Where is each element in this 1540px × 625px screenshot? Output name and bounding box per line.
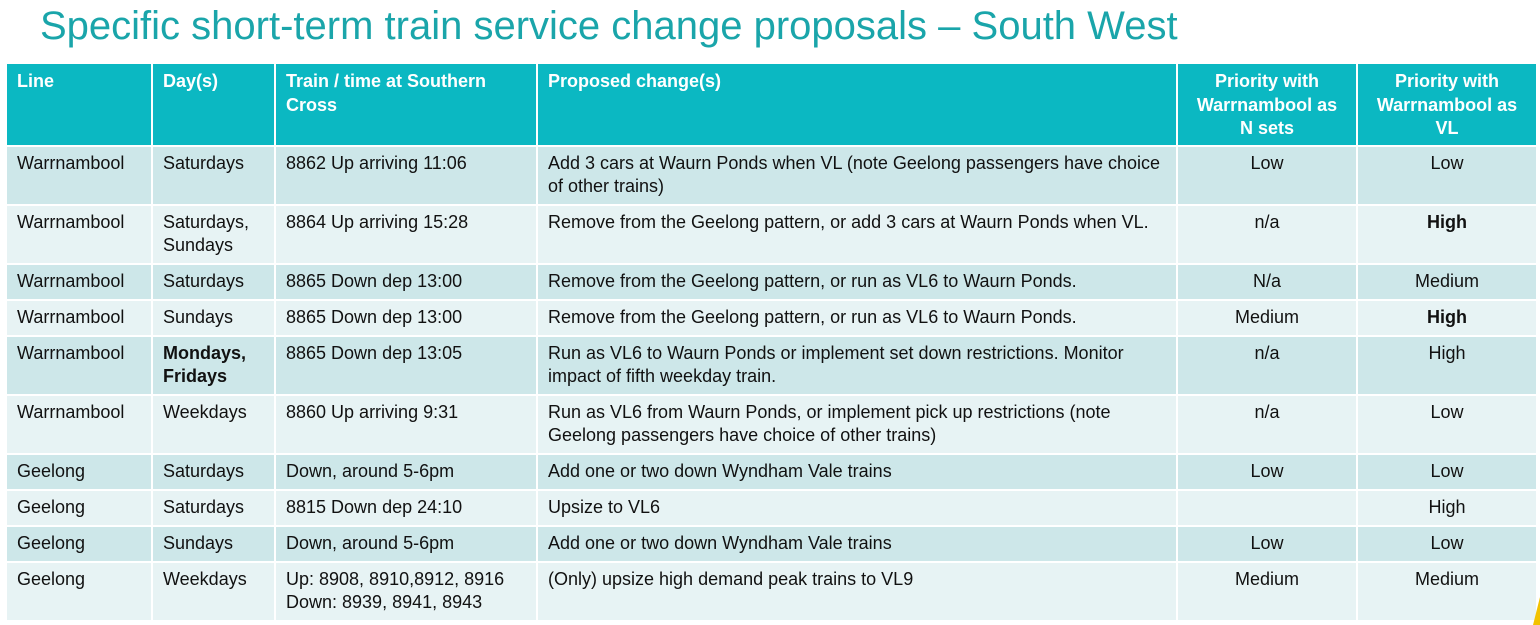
cell-line: Warrnambool (6, 146, 152, 205)
cell-line: Geelong (6, 490, 152, 526)
table-row (6, 562, 1537, 621)
cell-train: Down, around 5-6pm (275, 454, 537, 490)
cell-days: Weekdays (152, 562, 275, 621)
table-row (6, 526, 1537, 562)
cell-change: Remove from the Geelong pattern, or run as VL6 to Waurn Ponds. (537, 264, 1177, 300)
cell-train: 8860 Up arriving 9:31 (275, 395, 537, 454)
header-train: Train / time at Southern Cross (275, 63, 537, 146)
table-row (6, 454, 1537, 490)
cell-line: Warrnambool (6, 264, 152, 300)
cell-days: Saturdays (152, 490, 275, 526)
cell-line: Warrnambool (6, 336, 152, 395)
cell-priority-vl: High (1357, 205, 1537, 264)
cell-line: Warrnambool (6, 205, 152, 264)
cell-priority-n-sets: Medium (1177, 300, 1357, 336)
cell-days: Saturdays (152, 146, 275, 205)
cell-line: Warrnambool (6, 395, 152, 454)
cell-change: Upsize to VL6 (537, 490, 1177, 526)
cell-train: 8862 Up arriving 11:06 (275, 146, 537, 205)
cell-priority-vl: Medium (1357, 562, 1537, 621)
cell-priority-vl: Medium (1357, 264, 1537, 300)
cell-priority-n-sets (1177, 490, 1357, 526)
cell-priority-n-sets: Medium (1177, 562, 1357, 621)
cell-days: Saturdays, Sundays (152, 205, 275, 264)
table-row (6, 300, 1537, 336)
cell-change: Run as VL6 to Waurn Ponds or implement set down restrictions. Monitor impact of fifth weekday train. (537, 336, 1177, 395)
table-row (6, 146, 1537, 205)
cell-train: 8815 Down dep 24:10 (275, 490, 537, 526)
cell-priority-vl: Low (1357, 526, 1537, 562)
cell-line: Warrnambool (6, 300, 152, 336)
table-row (6, 205, 1537, 264)
cell-priority-n-sets: N/a (1177, 264, 1357, 300)
cell-train: 8865 Down dep 13:00 (275, 264, 537, 300)
cell-line: Geelong (6, 562, 152, 621)
header-row (6, 63, 1537, 146)
cell-train (275, 562, 537, 621)
header-change: Proposed change(s) (537, 63, 1177, 146)
cell-days: Saturdays (152, 264, 275, 300)
cell-train-down-list: Down: 8939, 8941, 8943 (286, 592, 483, 612)
cell-days: Sundays (152, 526, 275, 562)
page-title: Specific short-term train service change proposals – South West (40, 4, 1178, 48)
cell-train: 8865 Down dep 13:05 (275, 336, 537, 395)
cell-priority-vl: High (1357, 336, 1537, 395)
table-row (6, 336, 1537, 395)
cell-line: Geelong (6, 526, 152, 562)
cell-priority-vl: Low (1357, 454, 1537, 490)
header-priority-n-sets: Priority with Warrnambool as N sets (1177, 63, 1357, 146)
corner-accent-shape (1533, 597, 1540, 625)
cell-train-up-list: Up: 8908, 8910,8912, 8916 (286, 568, 505, 589)
cell-train: 8864 Up arriving 15:28 (275, 205, 537, 264)
cell-line: Geelong (6, 454, 152, 490)
cell-train: Down, around 5-6pm (275, 526, 537, 562)
cell-change: Remove from the Geelong pattern, or add 3 cars at Waurn Ponds when VL. (537, 205, 1177, 264)
table-row (6, 264, 1537, 300)
cell-priority-n-sets: Low (1177, 146, 1357, 205)
cell-change: Remove from the Geelong pattern, or run as VL6 to Waurn Ponds. (537, 300, 1177, 336)
cell-days: Saturdays (152, 454, 275, 490)
cell-change: Add 3 cars at Waurn Ponds when VL (note Geelong passengers have choice of other trains) (537, 146, 1177, 205)
cell-change: (Only) upsize high demand peak trains to VL9 (537, 562, 1177, 621)
cell-change: Add one or two down Wyndham Vale trains (537, 526, 1177, 562)
cell-priority-n-sets: n/a (1177, 205, 1357, 264)
proposals-table-container (5, 62, 1536, 622)
cell-priority-n-sets: n/a (1177, 395, 1357, 454)
cell-priority-vl: Low (1357, 146, 1537, 205)
cell-days: Sundays (152, 300, 275, 336)
proposals-table (5, 62, 1538, 622)
cell-change: Add one or two down Wyndham Vale trains (537, 454, 1177, 490)
cell-days: Weekdays (152, 395, 275, 454)
cell-priority-n-sets: Low (1177, 526, 1357, 562)
table-row (6, 490, 1537, 526)
cell-priority-vl: Low (1357, 395, 1537, 454)
cell-priority-vl: High (1357, 490, 1537, 526)
header-days: Day(s) (152, 63, 275, 146)
cell-priority-n-sets: Low (1177, 454, 1357, 490)
cell-days: Mondays, Fridays (152, 336, 275, 395)
table-row (6, 395, 1537, 454)
header-line: Line (6, 63, 152, 146)
header-priority-vl: Priority with Warrnambool as VL (1357, 63, 1537, 146)
cell-train: 8865 Down dep 13:00 (275, 300, 537, 336)
cell-priority-vl: High (1357, 300, 1537, 336)
cell-priority-n-sets: n/a (1177, 336, 1357, 395)
cell-change: Run as VL6 from Waurn Ponds, or implement pick up restrictions (note Geelong passengers have choice of other trains) (537, 395, 1177, 454)
